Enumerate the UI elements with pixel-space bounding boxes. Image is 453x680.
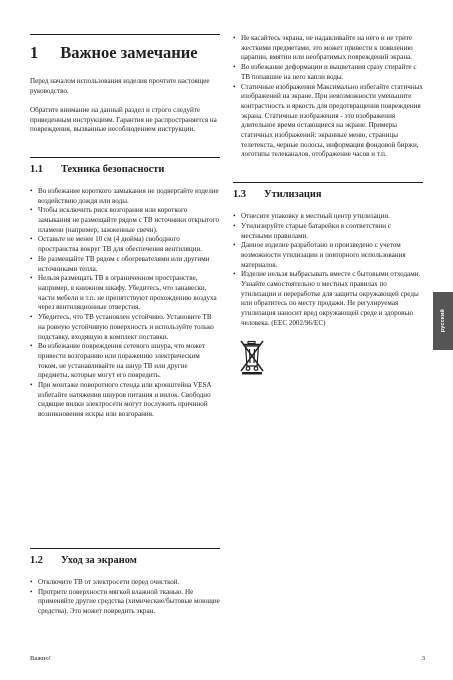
list-item: • Не размещайте ТВ рядом с обогревателями или другими источниками тепла. [30,255,220,274]
section-title: Важное замечание [60,43,198,62]
crossed-out-wheelie-bin-icon [239,339,265,375]
section-title: Уход за экраном [61,555,137,566]
list-item: • Нельзя размещать ТВ в ограниченном пространстве, например, в книжном шкафу. Убедитесь, что занавески, части мебели и т.п. не препятствуют прохождению воздуха через вентиляционные отверстия. [30,274,220,313]
list-item: • Чтобы исключить риск возгорания или короткого замыкания не размещайте рядом с ТВ источники открытого пламени (например, зажженные свечи). [30,206,220,235]
list-item: • Отключите ТВ от электросети перед очисткой. [30,578,220,588]
screen-care-list-continued [233,34,423,160]
screen-care-list [30,578,220,617]
section-title: Утилизация [264,189,322,201]
intro-paragraph: Перед началом использования изделия прочтите настоящее руководство. [30,77,210,95]
list-item: • Во избежание деформации и выцветания сразу стирайте с ТВ попавшие на него капли воды. [233,63,423,82]
page-footer [30,655,425,662]
section-1-3-heading [233,182,423,201]
list-item: • Во избежание короткого замыкания не подвергайте изделие воздействию дождя или воды. [30,187,220,206]
disposal-list [233,212,423,328]
list-item: • Изделие нельзя выбрасывать вместе с бытовыми отходами. Узнайте самостоятельно о местных правилах по утилизации и переработке для защиты окружающей среды или обратитесь по месту продажи. Не регулируемая утилизация наносит вред окружающей среде и здоровью человека. (EEC 2002/96/EC) [233,270,423,328]
section-number: 1 [30,43,39,62]
list-item: • Отнесите упаковку в местный центр утилизации. [233,212,423,222]
safety-section [30,157,220,420]
list-item: • Оставьте не менее 10 см (4 дюйма) свободного пространства вокруг ТВ для обеспечения вентиляции. [30,235,220,254]
section-number: 1.3 [233,189,246,201]
language-tab [433,292,453,350]
section-1-1-heading [30,157,220,176]
section-number: 1.2 [30,555,43,566]
page-number: 3 [421,655,425,662]
list-item: • Утилизируйте старые батарейки в соответствии с местными правилами. [233,222,423,241]
list-item: • Во избежание повреждения сетевого шнура, что может привести возгоранию или поражению электрическим током, не устанавливайте на шнур ТВ или другие предметы, которые могут его повредить. [30,342,220,381]
list-item: • Статичные изображения Максимально избегайте статичных изображений на экране. При невозможности уменьшите контрастность и яркость для предотвращения повреждения экрана. Статичные изображения - это изображения длительное время остающиеся на экране. Примеры статичных изображений: экранные меню, страницы телетекста, черные полосы, информация фондовой биржи, логотипы телеканалов, отображение часов и т.п. [233,83,423,161]
language-tab-label: русский [440,309,446,333]
safety-list [30,187,220,420]
list-item: • Протрите поверхности мягкой влажной тканью. Не применяйте другие средства (химические/бытовые моющие средства). Это может повредить экран. [30,588,220,617]
list-item: • При монтаже поворотного стенда или кронштейна VESA избегайте натяжения шнуров питания и вилок. Свободно сидящие вилки электросети могут послужить причиной возникновения искры или возгорания. [30,381,220,420]
warranty-paragraph: Обратите внимание на данный раздел и строго следуйте приведенным инструкциям. Гарантия не распространяется на повреждения, вызванные несоблюдением инструкции. [30,106,217,134]
disposal-section [233,182,423,379]
footer-section-label: Важно! [30,655,51,662]
section-number: 1.1 [30,163,43,175]
section-title: Техника безопасности [61,163,165,175]
left-column [30,34,220,420]
list-item: • Данное изделие разработано и произведено с учетом возможности утилизации и повторного использования материалов. [233,241,423,270]
screen-care-section [30,548,220,617]
section-1-2-heading [30,548,220,567]
section-1-heading [30,34,220,63]
list-item: • Не касайтесь экрана, не надавливайте на него и не трите жесткими предметами, это может привести к появлению царапин, вмятин или необратимых повреждений экрана. [233,34,423,63]
right-column [233,34,423,380]
list-item: • Убедитесь, что ТВ установлен устойчиво. Установите ТВ на ровную устойчивую поверхность и используйте только подставку, входящую в комплект поставки. [30,313,220,342]
